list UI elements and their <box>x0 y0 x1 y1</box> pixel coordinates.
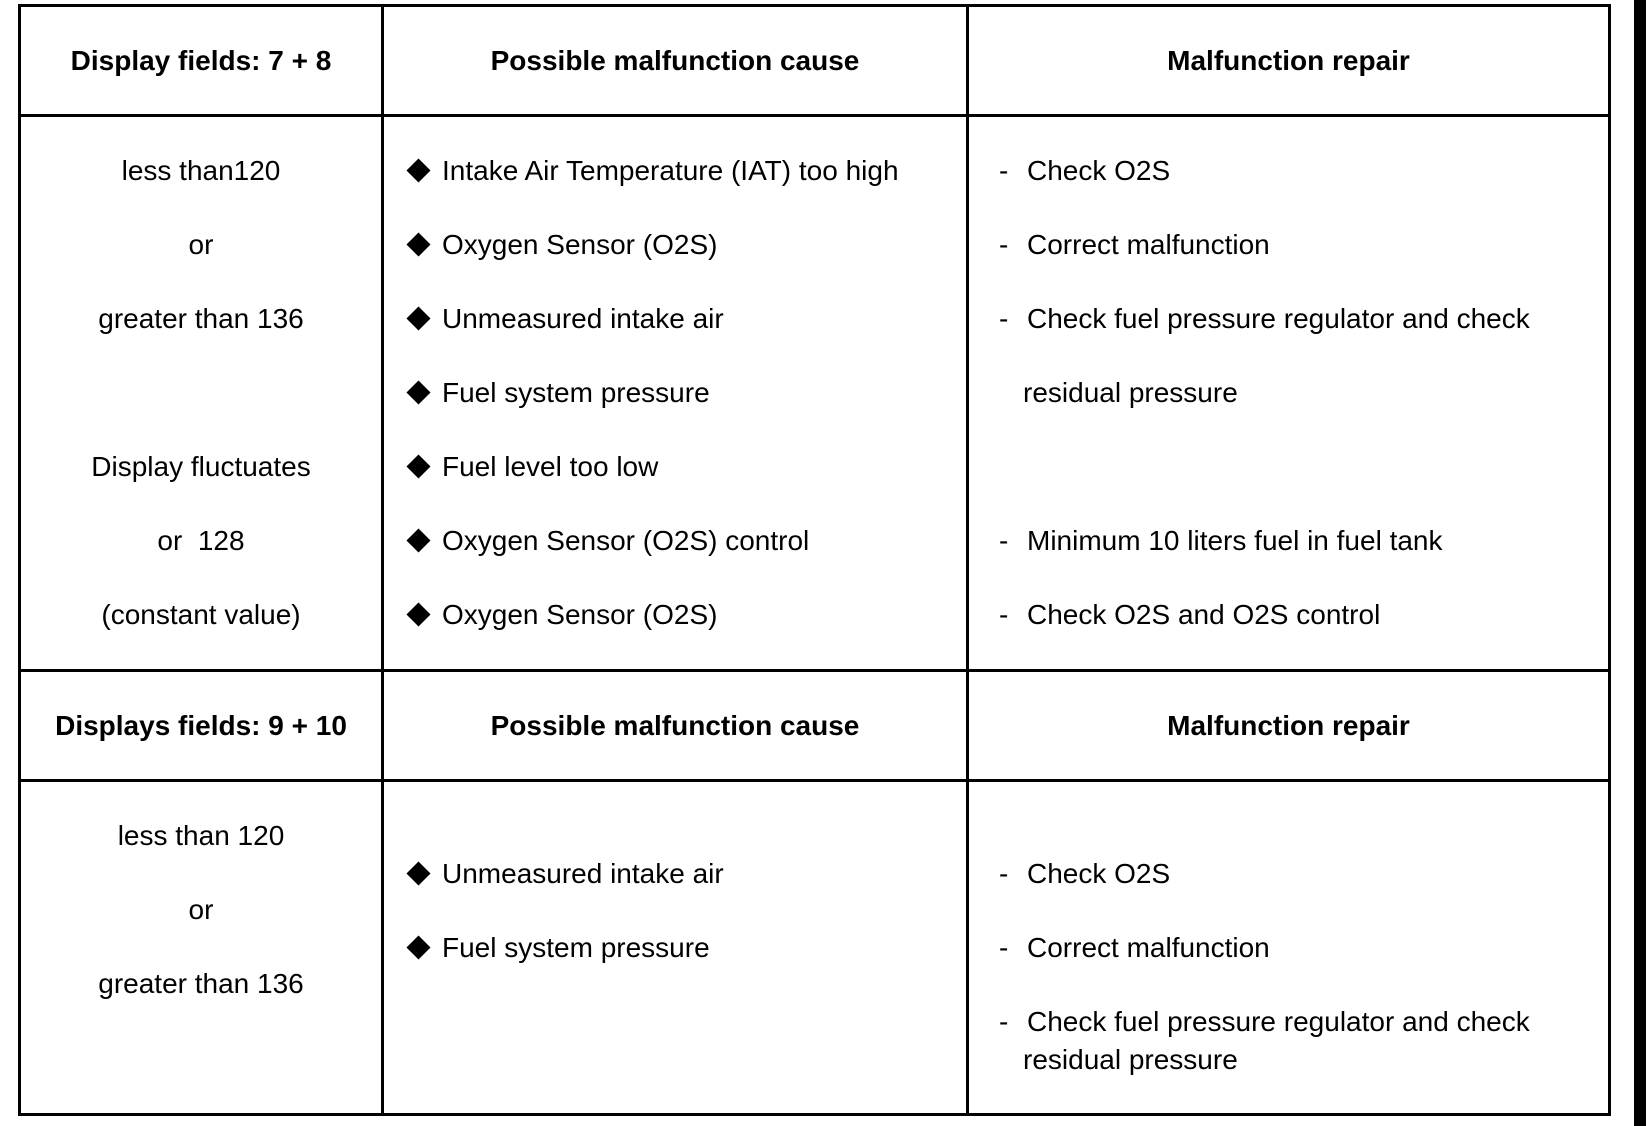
conditions-cell <box>20 116 383 671</box>
condition-line: greater than 136 <box>98 303 304 334</box>
repair-item <box>969 928 1608 1002</box>
condition-line: or <box>188 894 214 925</box>
repair-text: Check O2S and O2S control <box>1027 599 1381 630</box>
header-repair: Malfunction repair <box>968 671 1610 781</box>
dash-bullet: - <box>999 599 1009 630</box>
cause-item <box>384 447 966 521</box>
cause-item <box>384 854 966 928</box>
cause-item <box>384 595 966 669</box>
condition-line: less than120 <box>121 155 281 186</box>
diamond-bullet-icon <box>406 935 430 959</box>
diagnostic-table <box>18 4 1611 1116</box>
diamond-bullet-icon <box>406 528 430 552</box>
header-display-fields: Displays fields: 9 + 10 <box>20 671 383 781</box>
dash-bullet: - <box>999 229 1009 260</box>
condition-line: or 128 <box>157 525 245 556</box>
cause-text: Fuel system pressure <box>442 932 710 963</box>
header-display-fields: Display fields: 7 + 8 <box>20 6 383 116</box>
repair-item <box>969 225 1608 299</box>
cause-text: Intake Air Temperature (IAT) too high <box>442 155 899 186</box>
header-possible-cause: Possible malfunction cause <box>383 6 968 116</box>
header-row-fields-7-8 <box>20 6 1610 116</box>
condition-line: greater than 136 <box>98 968 304 999</box>
header-possible-cause: Possible malfunction cause <box>383 671 968 781</box>
cause-item <box>384 521 966 595</box>
diamond-bullet-icon <box>406 306 430 330</box>
condition-line-blank <box>21 373 381 447</box>
repair-item <box>969 1002 1608 1040</box>
cause-item <box>384 151 966 225</box>
cause-text: Oxygen Sensor (O2S) <box>442 229 718 260</box>
body-row-fields-7-8 <box>20 116 1610 671</box>
repair-text-continued: residual pressure <box>1023 377 1238 408</box>
conditions-cell <box>20 781 383 1115</box>
cause-text: Fuel level too low <box>442 451 659 482</box>
repair-text: Minimum 10 liters fuel in fuel tank <box>1027 525 1443 556</box>
repair-item <box>969 151 1608 225</box>
causes-cell <box>383 116 968 671</box>
repair-item <box>969 854 1608 928</box>
condition-line: or <box>188 229 214 260</box>
diamond-bullet-icon <box>406 861 430 885</box>
cause-text: Oxygen Sensor (O2S) <box>442 599 718 630</box>
diamond-bullet-icon <box>406 602 430 626</box>
dash-bullet: - <box>999 858 1009 889</box>
repair-text-continued: residual pressure <box>1023 1044 1238 1075</box>
page-edge-bar <box>1634 0 1646 1126</box>
cause-item <box>384 299 966 373</box>
diamond-bullet-icon <box>406 380 430 404</box>
condition-line: (constant value) <box>101 599 301 630</box>
dash-bullet: - <box>999 1006 1009 1037</box>
condition-line: less than 120 <box>117 820 285 851</box>
causes-cell <box>383 781 968 1115</box>
repair-text: Check fuel pressure regulator and check <box>1027 1006 1530 1037</box>
cause-text: Fuel system pressure <box>442 377 710 408</box>
spacer <box>969 447 1608 521</box>
repair-text: Correct malfunction <box>1027 229 1270 260</box>
cause-text: Unmeasured intake air <box>442 858 724 889</box>
dash-bullet: - <box>999 303 1009 334</box>
repair-item <box>969 521 1608 595</box>
repairs-cell <box>968 781 1610 1115</box>
dash-bullet: - <box>999 155 1009 186</box>
repair-text: Check fuel pressure regulator and check <box>1027 303 1530 334</box>
diamond-bullet-icon <box>406 232 430 256</box>
condition-line: Display fluctuates <box>91 451 311 482</box>
cause-text: Unmeasured intake air <box>442 303 724 334</box>
body-row-fields-9-10 <box>20 781 1610 1115</box>
cause-item <box>384 928 966 1002</box>
cause-text: Oxygen Sensor (O2S) control <box>442 525 810 556</box>
repairs-cell <box>968 116 1610 671</box>
dash-bullet: - <box>999 932 1009 963</box>
repair-text: Correct malfunction <box>1027 932 1270 963</box>
diamond-bullet-icon <box>406 454 430 478</box>
cause-item <box>384 373 966 447</box>
repair-text: Check O2S <box>1027 858 1171 889</box>
repair-item <box>969 299 1608 373</box>
dash-bullet: - <box>999 525 1009 556</box>
cause-item <box>384 225 966 299</box>
diamond-bullet-icon <box>406 158 430 182</box>
header-repair: Malfunction repair <box>968 6 1610 116</box>
repair-item <box>969 595 1608 669</box>
header-row-fields-9-10 <box>20 671 1610 781</box>
repair-text: Check O2S <box>1027 155 1171 186</box>
